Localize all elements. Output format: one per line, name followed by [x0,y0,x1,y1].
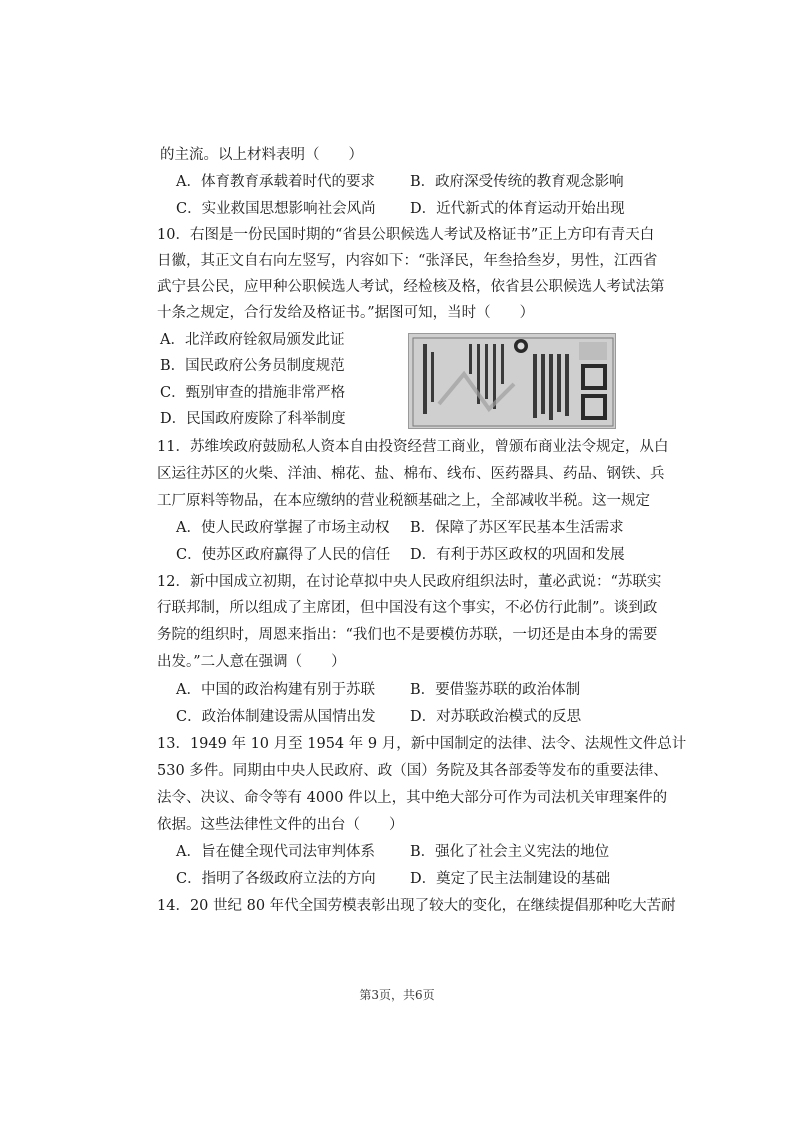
option-d: D．有利于苏区政权的巩固和发展 [410,547,625,563]
option-b: B．国民政府公务员制度规范 [160,358,345,374]
option-d: D．近代新式的体育运动开始出现 [410,201,625,217]
page-number: 第3页，共6页 [359,988,435,1002]
option-c: C．政治体制建设需从国情出发 [176,709,376,725]
text-line: 武宁县公民，应甲种公职候选人考试，经检核及格，依省县公职候选人考试法第 [157,279,665,295]
option-a: A．旨在健全现代司法审判体系 [176,844,375,860]
question-14: 14．20 世纪 80 年代全国劳模表彰出现了较大的变化，在继续提倡那种吃大苦耐 [157,898,676,914]
option-d: D．民国政府废除了科举制度 [160,411,346,427]
text-line: 530 多件。同期由中央人民政府、政（国）务院及其各部委等发布的重要法律、 [157,763,668,779]
option-c: C．指明了各级政府立法的方向 [176,871,376,887]
text-line: 区运往苏区的火柴、洋油、棉花、盐、棉布、线布、医药器具、药品、钢铁、兵 [157,466,665,482]
option-a: A．体育教育承载着时代的要求 [176,174,375,190]
option-b: B．强化了社会主义宪法的地位 [410,844,610,860]
text-line: 依据。这些法律性文件的出台（ ） [157,817,404,833]
option-b: B．政府深受传统的教育观念影响 [410,174,624,190]
option-d: D．对苏联政治模式的反思 [410,709,582,725]
text-line: 日徽，其正文自右向左竖写，内容如下：“张泽民，年叁拾叁岁，男性，江西省 [157,253,658,269]
text-line: 行联邦制，所以组成了主席团，但中国没有这个事实，不必仿行此制”。谈到政 [157,600,658,616]
text-line: 法令、决议、命令等有 4000 件以上，其中绝大部分可作为司法机关审理案件的 [157,790,668,806]
option-a: A．使人民政府掌握了市场主动权 [176,520,390,536]
text-line: 务院的组织时，周恩来指出：“我们也不是要模仿苏联，一切还是由本身的需要 [157,627,658,643]
text-line: 的主流。以上材料表明（ ） [160,147,363,163]
question-10: 10．右图是一份民国时期的“省县公职候选人考试及格证书”正上方印有青天白 [157,227,655,243]
text-line: 工厂原料等物品，在本应缴纳的营业税额基础之上，全部减收半税。这一规定 [157,493,650,509]
option-a: A．北洋政府铨叙局颁发此证 [160,332,345,348]
option-b: B．保障了苏区军民基本生活需求 [410,520,624,536]
text-line: 十条之规定，合行发给及格证书。”据图可知，当时（ ） [157,305,535,321]
option-d: D．奠定了民主法制建设的基础 [410,871,611,887]
option-c: C．使苏区政府赢得了人民的信任 [176,547,391,563]
option-c: C．实业救国思想影响社会风尚 [176,201,376,217]
question-13: 13．1949 年 10 月至 1954 年 9 月，新中国制定的法律、法令、法规性文件总计 [157,736,687,752]
question-12: 12．新中国成立初期，在讨论草拟中央人民政府组织法时，董必武说：“苏联实 [157,574,662,590]
option-b: B．要借鉴苏联的政治体制 [410,682,581,698]
question-11: 11．苏维埃政府鼓励私人资本自由投资经营工商业，曾颁布商业法令规定，从白 [157,439,669,455]
option-a: A．中国的政治构建有别于苏联 [176,682,375,698]
certificate-image [408,333,616,429]
option-c: C．甄别审查的措施非常严格 [160,385,346,401]
text-line: 出发。”二人意在强调（ ） [157,654,346,670]
